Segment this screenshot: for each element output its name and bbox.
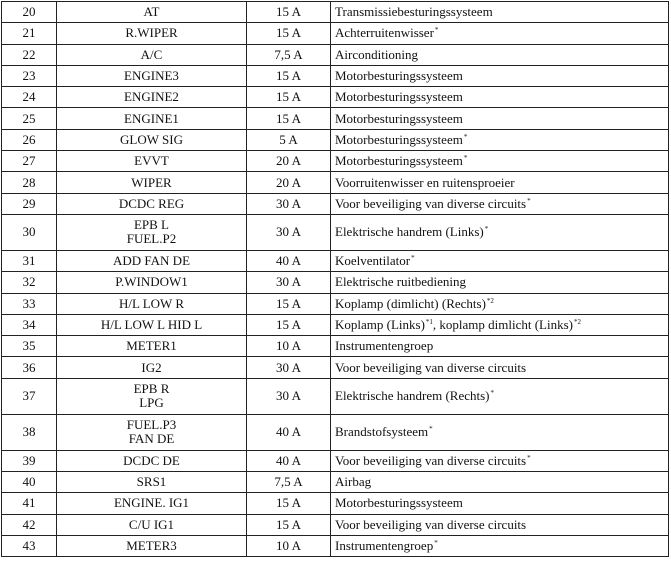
fuse-name: FUEL.P3 <box>126 417 177 433</box>
fuse-description <box>331 472 669 493</box>
fuse-name: IG2 <box>141 359 162 375</box>
description-text: Instrumentengroep <box>335 538 434 554</box>
description-text: Transmissiebesturingssysteem <box>335 4 493 20</box>
fuse-number: 32 <box>2 272 57 293</box>
fuse-number: 42 <box>2 514 57 535</box>
table-row <box>2 493 669 514</box>
description-text: Brandstofsysteem <box>335 424 429 440</box>
fuse-name-cell <box>57 129 247 150</box>
fuse-rating: 20 A <box>247 172 331 193</box>
table-row <box>2 214 669 250</box>
fuse-name-cell <box>57 336 247 357</box>
table-row <box>2 44 669 65</box>
description-text: Motorbesturingssysteem <box>335 131 463 147</box>
fuse-rating: 15 A <box>247 293 331 314</box>
fuse-table <box>1 1 669 557</box>
description-text: Voorruitenwisser en ruitensproeier <box>335 174 515 190</box>
fuse-rating: 15 A <box>247 108 331 129</box>
description-text: Motorbesturingssysteem <box>335 89 463 105</box>
fuse-rating: 20 A <box>247 151 331 172</box>
fuse-rating: 15 A <box>247 65 331 86</box>
footnote-marker: * <box>434 539 438 548</box>
fuse-name: EVVT <box>134 153 169 169</box>
fuse-name: DCDC DE <box>123 452 180 468</box>
fuse-number: 43 <box>2 535 57 556</box>
footnote-marker: * <box>484 225 489 234</box>
description-text: Elektrische handrem (Links) <box>335 224 484 240</box>
fuse-description <box>331 414 669 450</box>
table-row <box>2 2 669 23</box>
fuse-number: 39 <box>2 450 57 471</box>
fuse-description <box>331 450 669 471</box>
fuse-rating: 15 A <box>247 514 331 535</box>
fuse-name: AT <box>143 4 160 20</box>
fuse-name: H/L LOW L HID L <box>100 317 203 332</box>
fuse-name-cell <box>57 250 247 271</box>
fuse-description <box>331 172 669 193</box>
fuse-name-cell <box>57 357 247 378</box>
description-text: Elektrische handrem (Rechts) <box>335 388 490 404</box>
fuse-name-cell <box>57 514 247 535</box>
fuse-table-body <box>2 2 669 557</box>
table-row <box>2 151 669 172</box>
description-text: Voor beveiliging van diverse circuits <box>335 359 527 375</box>
description-text: Koplamp (dimlicht) (Rechts) <box>335 295 486 311</box>
table-row <box>2 414 669 450</box>
fuse-number: 35 <box>2 336 57 357</box>
fuse-name-cell <box>57 214 247 250</box>
fuse-number: 40 <box>2 472 57 493</box>
fuse-description <box>331 108 669 129</box>
fuse-description <box>331 250 669 271</box>
fuse-number: 34 <box>2 314 57 335</box>
table-row <box>2 108 669 129</box>
fuse-name: GLOW SIG <box>120 131 183 147</box>
footnote-marker: * <box>411 254 415 263</box>
table-row <box>2 378 669 414</box>
fuse-rating: 7,5 A <box>247 44 331 65</box>
footnote-marker: * <box>429 425 433 434</box>
fuse-description <box>331 535 669 556</box>
fuse-number: 26 <box>2 129 57 150</box>
fuse-name: FUEL.P2 <box>126 231 177 247</box>
fuse-name: METER3 <box>126 538 177 554</box>
fuse-name-cell <box>57 151 247 172</box>
fuse-name-cell <box>57 193 247 214</box>
fuse-description <box>331 87 669 108</box>
description-text: Achterruitenwisser <box>335 25 434 41</box>
footnote-marker: * <box>463 132 468 141</box>
fuse-rating: 7,5 A <box>247 472 331 493</box>
fuse-number: 38 <box>2 414 57 450</box>
fuse-name: C/U IG1 <box>128 516 175 532</box>
table-row <box>2 535 669 556</box>
fuse-rating: 30 A <box>247 357 331 378</box>
fuse-name-cell <box>57 493 247 514</box>
fuse-rating: 15 A <box>247 87 331 108</box>
fuse-name: EPB R <box>133 381 170 397</box>
fuse-description <box>331 129 669 150</box>
table-row <box>2 129 669 150</box>
footnote-marker: * <box>490 389 494 398</box>
fuse-name: R.WIPER <box>125 25 178 41</box>
description-text: Voor beveiliging van diverse circuits <box>335 516 527 532</box>
footnote-marker: * <box>434 26 439 35</box>
fuse-number: 30 <box>2 214 57 250</box>
description-text: Koplamp (Links) <box>335 317 425 332</box>
description-text: Instrumentengroep <box>335 338 434 354</box>
fuse-rating: 15 A <box>247 23 331 44</box>
fuse-number: 23 <box>2 65 57 86</box>
fuse-name: ENGINE3 <box>124 68 179 84</box>
fuse-rating: 10 A <box>247 535 331 556</box>
footnote-marker: *2 <box>574 318 581 326</box>
fuse-number: 25 <box>2 108 57 129</box>
table-row <box>2 193 669 214</box>
fuse-name: ENGINE2 <box>124 89 179 105</box>
fuse-number: 22 <box>2 44 57 65</box>
table-row <box>2 450 669 471</box>
fuse-description <box>331 293 669 314</box>
fuse-rating: 30 A <box>247 378 331 414</box>
fuse-rating: 40 A <box>247 414 331 450</box>
fuse-name: ENGINE1 <box>124 110 179 126</box>
fuse-name-cell <box>57 65 247 86</box>
table-row <box>2 293 669 314</box>
fuse-rating: 40 A <box>247 250 331 271</box>
fuse-name: LPG <box>139 395 164 411</box>
fuse-name-cell <box>57 87 247 108</box>
description-text: Motorbesturingssysteem <box>335 153 463 169</box>
fuse-number: 21 <box>2 23 57 44</box>
table-row <box>2 272 669 293</box>
footnote-marker: * <box>463 154 468 163</box>
fuse-name-cell <box>57 414 247 450</box>
footnote-marker: * <box>527 196 531 205</box>
description-text: Motorbesturingssysteem <box>335 68 463 84</box>
fuse-name-cell <box>57 472 247 493</box>
fuse-name: ADD FAN DE <box>112 253 191 269</box>
fuse-description <box>331 493 669 514</box>
fuse-name-cell <box>57 293 247 314</box>
fuse-description <box>331 193 669 214</box>
fuse-description <box>331 514 669 535</box>
fuse-number: 20 <box>2 2 57 23</box>
fuse-description <box>331 272 669 293</box>
fuse-name: METER1 <box>126 338 177 354</box>
fuse-number: 29 <box>2 193 57 214</box>
fuse-name-cell <box>57 44 247 65</box>
fuse-rating: 5 A <box>247 129 331 150</box>
table-row <box>2 23 669 44</box>
table-row <box>2 87 669 108</box>
fuse-name-cell <box>57 378 247 414</box>
description-text: Airbag <box>335 474 372 490</box>
fuse-name-cell <box>57 108 247 129</box>
fuse-number: 31 <box>2 250 57 271</box>
description-text: Motorbesturingssysteem <box>335 110 463 126</box>
fuse-rating: 15 A <box>247 493 331 514</box>
fuse-number: 28 <box>2 172 57 193</box>
fuse-name: H/L LOW R <box>119 295 184 311</box>
fuse-description <box>331 2 669 23</box>
fuse-name: P.WINDOW1 <box>115 274 188 290</box>
fuse-name-cell <box>57 535 247 556</box>
fuse-name-cell <box>57 314 247 335</box>
description-text: Motorbesturingssysteem <box>335 495 463 511</box>
description-text: Voor beveiliging van diverse circuits <box>335 195 527 211</box>
fuse-rating: 40 A <box>247 450 331 471</box>
fuse-name: EPB L <box>133 217 170 233</box>
description-text: Voor beveiliging van diverse circuits <box>335 452 527 468</box>
fuse-rating: 30 A <box>247 272 331 293</box>
fuse-description <box>331 314 669 335</box>
description-text: Airconditioning <box>335 46 419 62</box>
table-row <box>2 250 669 271</box>
fuse-number: 24 <box>2 87 57 108</box>
fuse-description <box>331 214 669 250</box>
fuse-name-cell <box>57 272 247 293</box>
fuse-rating: 10 A <box>247 336 331 357</box>
fuse-number: 33 <box>2 293 57 314</box>
table-row <box>2 472 669 493</box>
fuse-number: 36 <box>2 357 57 378</box>
fuse-rating: 30 A <box>247 214 331 250</box>
fuse-description <box>331 151 669 172</box>
fuse-number: 37 <box>2 378 57 414</box>
footnote-marker: * <box>527 453 531 462</box>
table-row <box>2 514 669 535</box>
fuse-name: DCDC REG <box>118 195 185 211</box>
footnote-marker: *1 <box>425 318 433 326</box>
fuse-name-cell <box>57 450 247 471</box>
fuse-number: 27 <box>2 151 57 172</box>
fuse-rating: 15 A <box>247 314 331 335</box>
fuse-number: 41 <box>2 493 57 514</box>
fuse-name: SRS1 <box>136 474 167 490</box>
table-row <box>2 314 669 335</box>
fuse-name: ENGINE. IG1 <box>113 495 190 511</box>
fuse-description <box>331 378 669 414</box>
fuse-name-cell <box>57 172 247 193</box>
fuse-name: WIPER <box>131 174 172 190</box>
table-row <box>2 336 669 357</box>
fuse-description <box>331 336 669 357</box>
table-row <box>2 65 669 86</box>
description-text: , koplamp dimlicht (Links) <box>432 317 573 332</box>
fuse-rating: 15 A <box>247 2 331 23</box>
table-row <box>2 172 669 193</box>
fuse-description <box>331 44 669 65</box>
fuse-name: FAN DE <box>128 431 175 447</box>
fuse-name-cell <box>57 2 247 23</box>
fuse-name-cell <box>57 23 247 44</box>
fuse-description <box>331 65 669 86</box>
description-text: Koelventilator <box>335 253 411 269</box>
fuse-rating: 30 A <box>247 193 331 214</box>
fuse-name: A/C <box>140 46 163 62</box>
table-row <box>2 357 669 378</box>
footnote-marker: *2 <box>486 296 494 305</box>
fuse-description <box>331 23 669 44</box>
description-text: Elektrische ruitbediening <box>335 274 467 290</box>
fuse-description <box>331 357 669 378</box>
